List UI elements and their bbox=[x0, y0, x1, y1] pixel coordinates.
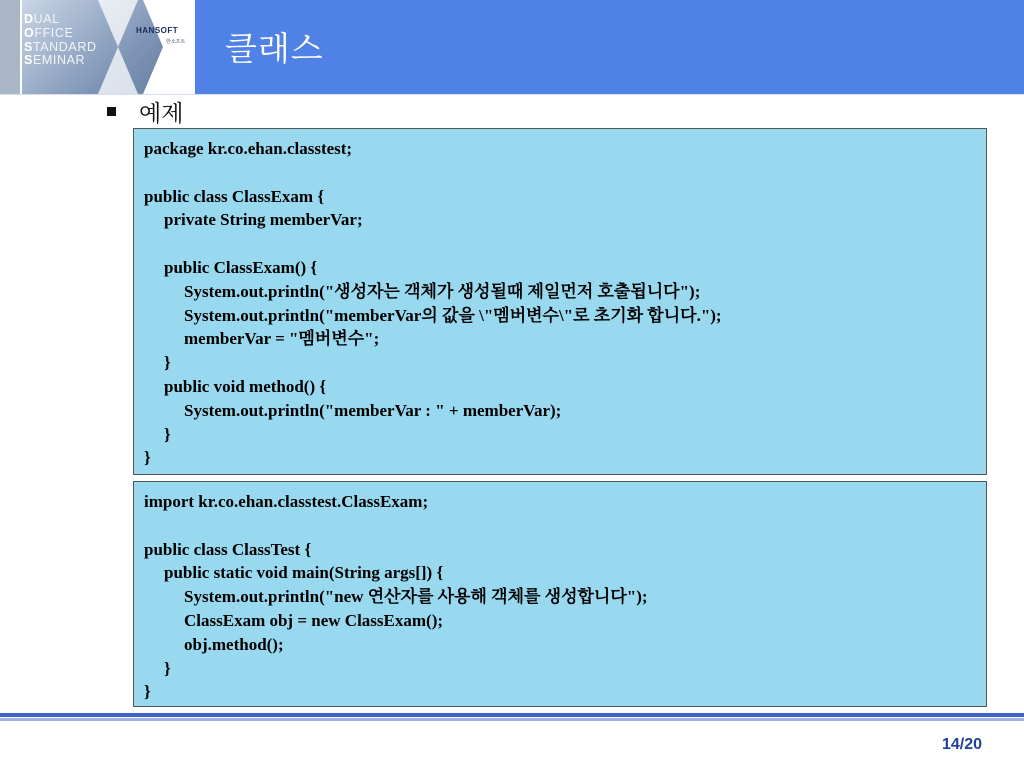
code-line: } bbox=[164, 658, 171, 678]
code-line bbox=[144, 161, 722, 185]
logo-word: TANDARD bbox=[32, 39, 97, 54]
logo-side-bar bbox=[0, 0, 20, 94]
code-line: } bbox=[144, 448, 151, 468]
code-line: public void method() { bbox=[164, 376, 327, 396]
code-line: System.out.println("memberVar : " + memberVar); bbox=[184, 400, 562, 420]
code-line: System.out.println("생성자는 객체가 생성될때 제일먼저 호출됩니다"); bbox=[184, 281, 701, 301]
logo-word: EMINAR bbox=[32, 53, 86, 68]
code-line: System.out.println("new 연산자를 사용해 객체를 생성합니다"); bbox=[184, 587, 648, 607]
square-bullet-icon bbox=[107, 107, 116, 116]
code-line bbox=[144, 514, 648, 538]
footer-rule-light bbox=[0, 718, 1024, 721]
hansoft-logo-sub: 한소프트 bbox=[166, 39, 186, 45]
code-line: public static void main(String args[]) { bbox=[164, 563, 444, 583]
code-lines bbox=[144, 137, 722, 470]
chevron-logo-icon bbox=[98, 0, 198, 94]
code-line: public class ClassExam { bbox=[144, 186, 325, 206]
logo bbox=[0, 0, 195, 94]
footer-rule bbox=[0, 713, 1024, 717]
code-box-class-test bbox=[133, 481, 987, 707]
logo-text bbox=[24, 13, 97, 68]
code-lines bbox=[144, 490, 648, 704]
code-line: public class ClassTest { bbox=[144, 539, 312, 559]
code-line: package kr.co.ehan.classtest; bbox=[144, 139, 353, 158]
code-box-class-exam bbox=[133, 128, 987, 475]
code-line: memberVar = "멤버변수"; bbox=[184, 329, 380, 349]
code-line: } bbox=[164, 353, 171, 373]
code-line: ClassExam obj = new ClassExam(); bbox=[184, 610, 444, 630]
logo-word: UAL bbox=[33, 12, 60, 26]
logo-cap: D bbox=[24, 12, 34, 26]
slide-title: 클래스 bbox=[225, 29, 324, 68]
code-line: obj.method(); bbox=[184, 634, 284, 654]
logo-word: FFICE bbox=[34, 25, 74, 40]
logo-cap: O bbox=[24, 25, 35, 40]
code-line: import kr.co.ehan.classtest.ClassExam; bbox=[144, 492, 429, 511]
code-line: System.out.println("memberVar의 값을 \"멤버변수\"로 초기화 합니다."); bbox=[184, 305, 722, 325]
slide-header bbox=[0, 0, 1024, 94]
logo-cap: S bbox=[24, 53, 33, 68]
bullet-text: 예제 bbox=[139, 101, 184, 127]
code-line: private String memberVar; bbox=[164, 210, 363, 230]
code-line: } bbox=[144, 682, 151, 702]
code-line: public ClassExam() { bbox=[164, 257, 318, 277]
page-number: 14/20 bbox=[941, 736, 982, 753]
code-line: } bbox=[164, 424, 171, 444]
hansoft-logo: HANSOFT bbox=[136, 26, 179, 35]
code-line bbox=[144, 232, 722, 256]
logo-cap: S bbox=[24, 39, 33, 54]
